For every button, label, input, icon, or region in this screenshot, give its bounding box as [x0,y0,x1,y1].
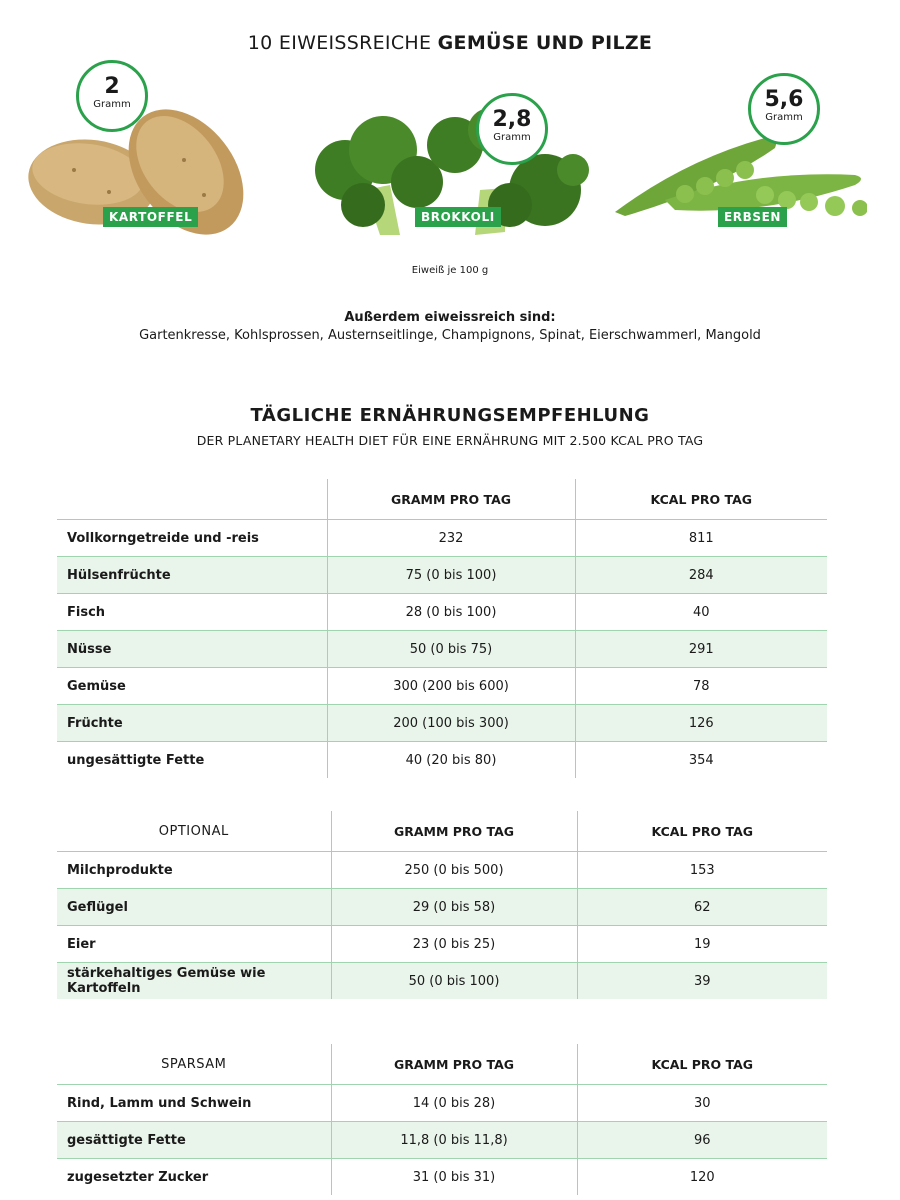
table-row [57,594,827,631]
protein-caption: Eiweiß je 100 g [411,265,489,276]
broccoli-label: BROKKOLI [415,207,501,227]
table-row [57,1085,827,1122]
table-row [57,557,827,594]
potato-protein-badge [76,60,148,132]
title-bold: GEMÜSE UND PILZE [437,32,653,54]
row-kcal: 153 [577,852,827,889]
section-title: TÄGLICHE ERNÄHRUNGSEMPFEHLUNG [250,405,650,426]
row-name: Geflügel [57,889,331,926]
column-header-gram: GRAMM PRO TAG [327,479,575,520]
row-gram: 232 [327,520,575,557]
row-kcal: 354 [575,742,827,779]
row-kcal: 62 [577,889,827,926]
column-header-gram: GRAMM PRO TAG [331,811,577,852]
row-name: ungesättigte Fette [67,752,205,768]
also-list: Gartenkresse, Kohlsprossen, Austernseitlinge, Champignons, Spinat, Eierschwammerl, Mangold [139,328,761,343]
potato-label: KARTOFFEL [103,207,198,227]
table-row [57,926,827,963]
table-category: SPARSAM [57,1044,331,1085]
row-kcal: 19 [577,926,827,963]
broccoli-protein-badge [476,93,548,165]
row-gram: 50 (0 bis 100) [331,963,577,1000]
row-gram: 29 (0 bis 58) [331,889,577,926]
row-kcal: 284 [575,557,827,594]
row-name: Nüsse [57,631,327,668]
table-header-row [57,811,827,852]
row-name: Fisch [57,594,327,631]
row-name: Vollkorngetreide und -reis [57,520,327,557]
table-header-row [57,479,827,520]
row-name: gesättigte Fette [57,1122,331,1159]
row-name: stärkehaltiges Gemüse wie Kartoffeln [57,963,331,1000]
row-kcal: 96 [577,1122,827,1159]
column-header-kcal: KCAL PRO TAG [577,1044,827,1085]
row-gram: 40 (20 bis 80) [327,742,575,779]
table-category [57,479,327,520]
table-category: OPTIONAL [57,811,331,852]
peas-protein-value: 5,6 [764,87,804,112]
table-row [57,520,827,557]
also-heading: Außerdem eiweissreich sind: [344,310,556,325]
row-gram: 14 (0 bis 28) [331,1085,577,1122]
table-row [57,889,827,926]
row-name: Früchte [57,705,327,742]
nutrition-table-optional [57,811,827,999]
potato-protein-value: 2 [104,74,120,99]
table-row [57,631,827,668]
row-gram: 31 (0 bis 31) [331,1159,577,1196]
row-name: Hülsenfrüchte [57,557,327,594]
table-row [57,852,827,889]
page-title [0,32,900,54]
row-gram: 250 (0 bis 500) [331,852,577,889]
table-row [57,1159,827,1196]
row-kcal: 291 [575,631,827,668]
row-gram: 11,8 (0 bis 11,8) [331,1122,577,1159]
row-gram: 23 (0 bis 25) [331,926,577,963]
row-name: Gemüse [57,668,327,705]
row-gram: 200 (100 bis 300) [327,705,575,742]
row-name: zugesetzter Zucker [67,1169,209,1185]
row-gram: 50 (0 bis 75) [327,631,575,668]
broccoli-protein-unit: Gramm [493,132,531,143]
broccoli-protein-value: 2,8 [492,107,532,132]
row-kcal: 78 [575,668,827,705]
section-subtitle: DER PLANETARY HEALTH DIET FÜR EINE ERNÄHRUNG MIT 2.500 KCAL PRO TAG [196,433,704,448]
table-row [57,963,827,1000]
title-regular: 10 EIWEISSREICHE [247,32,432,54]
row-name: Rind, Lamm und Schwein [57,1085,331,1122]
column-header-kcal: KCAL PRO TAG [575,479,827,520]
table-header-row [57,1044,827,1085]
table-row [57,742,827,779]
row-kcal: 126 [575,705,827,742]
nutrition-table-sparsam [57,1044,827,1195]
row-gram: 28 (0 bis 100) [327,594,575,631]
potato-image [14,100,276,250]
row-kcal: 30 [577,1085,827,1122]
row-kcal: 39 [577,963,827,1000]
table-row [57,705,827,742]
row-gram: 300 (200 bis 600) [327,668,575,705]
nutrition-table-main [57,479,827,778]
row-name: Eier [57,926,331,963]
row-name: Milchprodukte [57,852,331,889]
potato-protein-unit: Gramm [93,99,131,110]
column-header-kcal: KCAL PRO TAG [577,811,827,852]
row-kcal: 811 [575,520,827,557]
row-gram: 75 (0 bis 100) [327,557,575,594]
row-kcal: 40 [575,594,827,631]
table-row [57,668,827,705]
row-kcal: 120 [577,1159,827,1196]
table-row [57,1122,827,1159]
peas-protein-unit: Gramm [765,112,803,123]
peas-label: ERBSEN [718,207,787,227]
peas-protein-badge [748,73,820,145]
column-header-gram: GRAMM PRO TAG [331,1044,577,1085]
